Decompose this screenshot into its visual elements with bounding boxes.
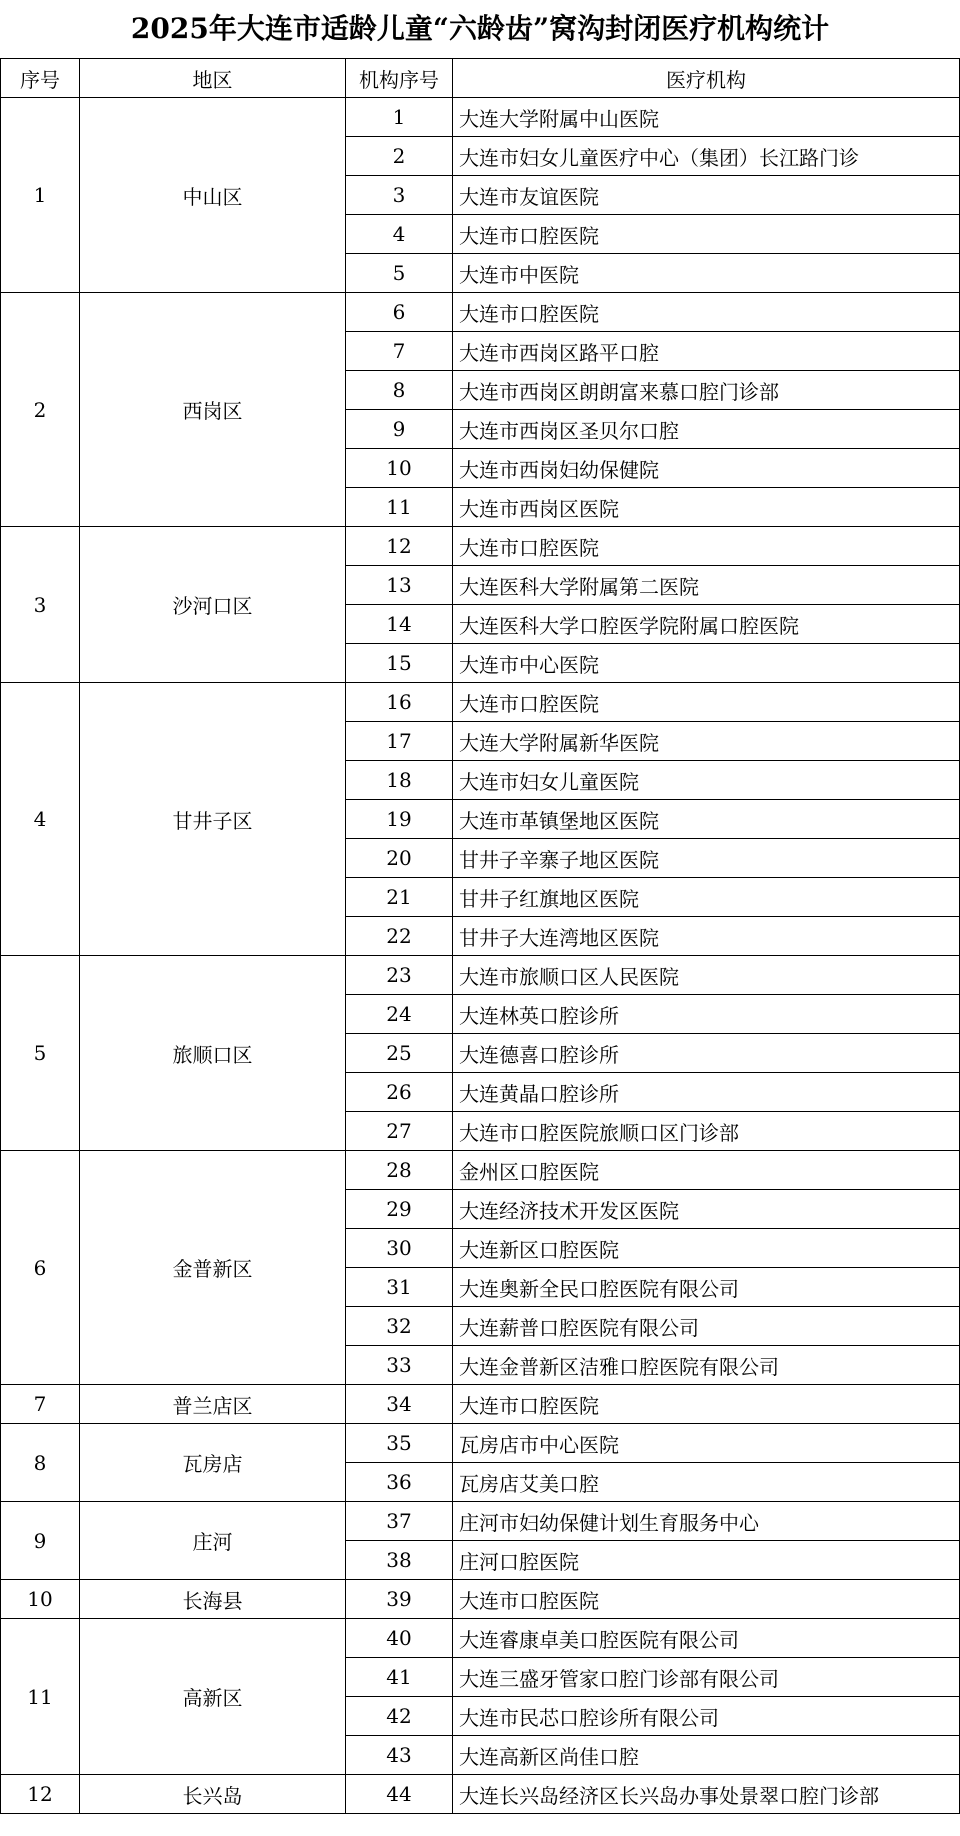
institution-number-cell: 30	[346, 1229, 453, 1268]
institution-number-cell: 26	[346, 1073, 453, 1112]
institution-name-cell: 大连睿康卓美口腔医院有限公司	[453, 1619, 960, 1658]
institution-number-cell: 15	[346, 644, 453, 683]
institution-number-cell: 32	[346, 1307, 453, 1346]
region-name-cell: 瓦房店	[80, 1424, 346, 1502]
region-name-cell: 高新区	[80, 1619, 346, 1775]
institution-number-cell: 10	[346, 449, 453, 488]
institution-number-cell: 41	[346, 1658, 453, 1697]
table-row	[1, 1385, 960, 1424]
institution-name-cell: 大连市友谊医院	[453, 176, 960, 215]
region-name-cell: 旅顺口区	[80, 956, 346, 1151]
institution-number-cell: 7	[346, 332, 453, 371]
institution-name-cell: 大连市中医院	[453, 254, 960, 293]
institution-number-cell: 16	[346, 683, 453, 722]
region-name-cell: 甘井子区	[80, 683, 346, 956]
header-row	[1, 59, 960, 98]
institution-name-cell: 大连市妇女儿童医院	[453, 761, 960, 800]
table-row	[1, 293, 960, 332]
institution-name-cell: 大连市民芯口腔诊所有限公司	[453, 1697, 960, 1736]
institution-name-cell: 大连金普新区洁雅口腔医院有限公司	[453, 1346, 960, 1385]
institution-number-cell: 40	[346, 1619, 453, 1658]
institution-number-cell: 6	[346, 293, 453, 332]
institution-number-cell: 43	[346, 1736, 453, 1775]
region-index-cell: 2	[1, 293, 80, 527]
table-row	[1, 956, 960, 995]
institution-number-cell: 28	[346, 1151, 453, 1190]
institution-name-cell: 大连林英口腔诊所	[453, 995, 960, 1034]
institution-name-cell: 大连市西岗区朗朗富来慕口腔门诊部	[453, 371, 960, 410]
institution-name-cell: 大连市西岗区医院	[453, 488, 960, 527]
institution-number-cell: 3	[346, 176, 453, 215]
institution-number-cell: 17	[346, 722, 453, 761]
region-name-cell: 长海县	[80, 1580, 346, 1619]
institution-number-cell: 2	[346, 137, 453, 176]
table-body	[1, 98, 960, 1814]
institution-number-cell: 1	[346, 98, 453, 137]
region-index-cell: 1	[1, 98, 80, 293]
institution-name-cell: 大连薪普口腔医院有限公司	[453, 1307, 960, 1346]
institution-name-cell: 大连市妇女儿童医疗中心（集团）长江路门诊	[453, 137, 960, 176]
institution-name-cell: 大连市西岗区路平口腔	[453, 332, 960, 371]
region-name-cell: 中山区	[80, 98, 346, 293]
region-name-cell: 沙河口区	[80, 527, 346, 683]
header-index: 序号	[1, 59, 80, 98]
institution-name-cell: 金州区口腔医院	[453, 1151, 960, 1190]
institution-name-cell: 大连市旅顺口区人民医院	[453, 956, 960, 995]
institution-number-cell: 21	[346, 878, 453, 917]
institution-number-cell: 42	[346, 1697, 453, 1736]
region-index-cell: 4	[1, 683, 80, 956]
document-title: 2025年大连市适龄儿童“六龄齿”窝沟封闭医疗机构统计	[130, 12, 830, 45]
institution-number-cell: 33	[346, 1346, 453, 1385]
region-index-cell: 6	[1, 1151, 80, 1385]
institution-name-cell: 大连经济技术开发区医院	[453, 1190, 960, 1229]
table-row	[1, 1580, 960, 1619]
institution-name-cell: 大连市口腔医院	[453, 293, 960, 332]
institution-name-cell: 大连新区口腔医院	[453, 1229, 960, 1268]
institution-number-cell: 4	[346, 215, 453, 254]
region-index-cell: 5	[1, 956, 80, 1151]
table-row	[1, 1151, 960, 1190]
institution-name-cell: 大连黄晶口腔诊所	[453, 1073, 960, 1112]
table-row	[1, 1502, 960, 1541]
institution-name-cell: 大连市中心医院	[453, 644, 960, 683]
institution-number-cell: 14	[346, 605, 453, 644]
region-index-cell: 9	[1, 1502, 80, 1580]
table-row	[1, 1775, 960, 1814]
institution-number-cell: 34	[346, 1385, 453, 1424]
institution-name-cell: 大连市革镇堡地区医院	[453, 800, 960, 839]
region-name-cell: 庄河	[80, 1502, 346, 1580]
institution-name-cell: 大连市口腔医院	[453, 683, 960, 722]
institution-number-cell: 18	[346, 761, 453, 800]
institution-number-cell: 12	[346, 527, 453, 566]
table-row	[1, 1619, 960, 1658]
region-index-cell: 3	[1, 527, 80, 683]
institution-name-cell: 大连市口腔医院	[453, 527, 960, 566]
institution-number-cell: 19	[346, 800, 453, 839]
institution-name-cell: 瓦房店艾美口腔	[453, 1463, 960, 1502]
institution-name-cell: 大连德喜口腔诊所	[453, 1034, 960, 1073]
institution-name-cell: 大连医科大学附属第二医院	[453, 566, 960, 605]
header-inst-no: 机构序号	[346, 59, 453, 98]
institution-name-cell: 大连医科大学口腔医学院附属口腔医院	[453, 605, 960, 644]
institution-name-cell: 大连高新区尚佳口腔	[453, 1736, 960, 1775]
institution-number-cell: 5	[346, 254, 453, 293]
institution-name-cell: 瓦房店市中心医院	[453, 1424, 960, 1463]
institution-name-cell: 大连市西岗妇幼保健院	[453, 449, 960, 488]
institution-name-cell: 大连市口腔医院	[453, 1580, 960, 1619]
institution-number-cell: 31	[346, 1268, 453, 1307]
institution-name-cell: 大连市西岗区圣贝尔口腔	[453, 410, 960, 449]
institution-name-cell: 甘井子辛寨子地区医院	[453, 839, 960, 878]
institution-number-cell: 9	[346, 410, 453, 449]
institution-number-cell: 22	[346, 917, 453, 956]
institution-number-cell: 13	[346, 566, 453, 605]
institution-number-cell: 35	[346, 1424, 453, 1463]
institution-name-cell: 大连市口腔医院	[453, 215, 960, 254]
institution-number-cell: 39	[346, 1580, 453, 1619]
institution-name-cell: 大连长兴岛经济区长兴岛办事处景翠口腔门诊部	[453, 1775, 960, 1814]
institution-number-cell: 29	[346, 1190, 453, 1229]
institution-number-cell: 44	[346, 1775, 453, 1814]
institution-name-cell: 大连市口腔医院旅顺口区门诊部	[453, 1112, 960, 1151]
header-institution: 医疗机构	[453, 59, 960, 98]
region-name-cell: 普兰店区	[80, 1385, 346, 1424]
institution-name-cell: 大连大学附属新华医院	[453, 722, 960, 761]
institution-name-cell: 大连市口腔医院	[453, 1385, 960, 1424]
region-name-cell: 长兴岛	[80, 1775, 346, 1814]
institution-name-cell: 庄河市妇幼保健计划生育服务中心	[453, 1502, 960, 1541]
institution-name-cell: 大连奥新全民口腔医院有限公司	[453, 1268, 960, 1307]
institution-table	[0, 58, 960, 1814]
region-name-cell: 西岗区	[80, 293, 346, 527]
institution-number-cell: 24	[346, 995, 453, 1034]
institution-number-cell: 8	[346, 371, 453, 410]
institution-number-cell: 38	[346, 1541, 453, 1580]
institution-name-cell: 甘井子大连湾地区医院	[453, 917, 960, 956]
institution-name-cell: 庄河口腔医院	[453, 1541, 960, 1580]
institution-number-cell: 37	[346, 1502, 453, 1541]
region-name-cell: 金普新区	[80, 1151, 346, 1385]
institution-number-cell: 20	[346, 839, 453, 878]
institution-name-cell: 大连大学附属中山医院	[453, 98, 960, 137]
table-row	[1, 527, 960, 566]
header-region: 地区	[80, 59, 346, 98]
region-index-cell: 7	[1, 1385, 80, 1424]
region-index-cell: 11	[1, 1619, 80, 1775]
region-index-cell: 10	[1, 1580, 80, 1619]
institution-number-cell: 27	[346, 1112, 453, 1151]
institution-number-cell: 36	[346, 1463, 453, 1502]
table-row	[1, 98, 960, 137]
institution-number-cell: 25	[346, 1034, 453, 1073]
institution-name-cell: 大连三盛牙管家口腔门诊部有限公司	[453, 1658, 960, 1697]
region-index-cell: 12	[1, 1775, 80, 1814]
table-row	[1, 1424, 960, 1463]
region-index-cell: 8	[1, 1424, 80, 1502]
institution-number-cell: 11	[346, 488, 453, 527]
institution-number-cell: 23	[346, 956, 453, 995]
institution-name-cell: 甘井子红旗地区医院	[453, 878, 960, 917]
table-row	[1, 683, 960, 722]
